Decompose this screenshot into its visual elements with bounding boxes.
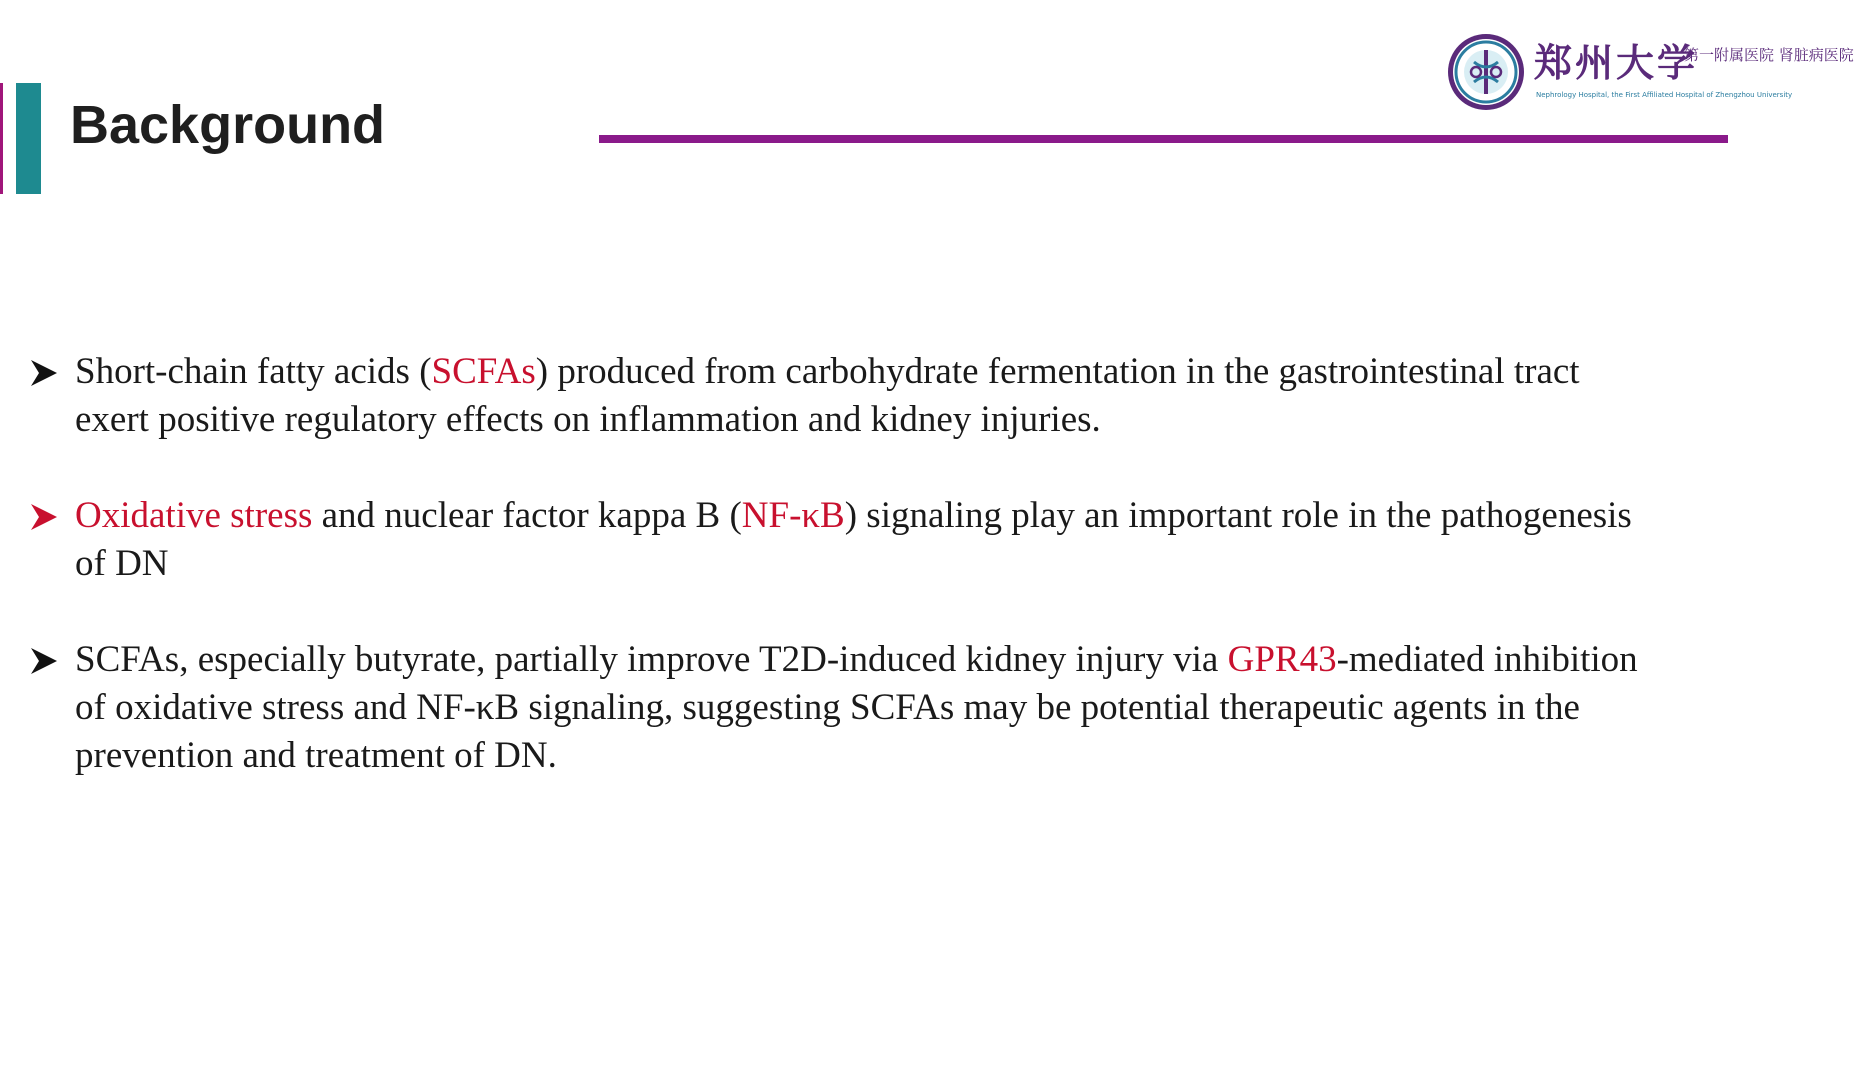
bullet-text: SCFAs, especially butyrate, partially improve T2D-induced kidney injury via bbox=[75, 639, 1228, 680]
bullet-text: -mediated inhibition of oxidative stress and NF-κB signaling, suggesting SCFAs may be potential therapeutic agents in the prevention and treatment of DN. bbox=[75, 639, 1638, 776]
bullet-text: ) produced from carbohydrate fermentation in the gastrointestinal tract exert positive regulatory effects on inflammation and kidney injuries. bbox=[75, 351, 1580, 440]
arrowhead-bullet-icon bbox=[30, 647, 58, 675]
highlighted-term: SCFAs bbox=[431, 351, 536, 392]
highlighted-term: GPR43 bbox=[1227, 639, 1337, 680]
highlighted-term: Oxidative stress bbox=[75, 495, 313, 536]
arrowhead-bullet-icon bbox=[30, 503, 58, 531]
logo-name: 郑州大学 bbox=[1534, 40, 1699, 85]
logo-subtitle: 第一附属医院 肾脏病医院 bbox=[1684, 46, 1854, 64]
bullet-text: and nuclear factor kappa B ( bbox=[312, 495, 742, 536]
logo-subtitle-english: Nephrology Hospital, the First Affiliated Hospital of Zhengzhou University bbox=[1536, 91, 1793, 99]
bullet-text: Short-chain fatty acids ( bbox=[75, 351, 432, 392]
arrowhead-bullet-icon bbox=[30, 359, 58, 387]
bullet-item bbox=[30, 492, 1650, 588]
highlighted-term: NF-κB bbox=[741, 495, 845, 536]
slide-title: Background bbox=[70, 95, 386, 155]
title-accent-bar-magenta bbox=[0, 83, 3, 194]
bullet-list bbox=[30, 348, 1650, 828]
bullet-item bbox=[30, 636, 1650, 780]
bullet-text: ) signaling play an important role in the pathogenesis of DN bbox=[75, 495, 1632, 584]
university-logo bbox=[1446, 30, 1854, 114]
title-rule bbox=[599, 135, 1728, 143]
bullet-item bbox=[30, 348, 1650, 444]
title-accent-bar-teal bbox=[16, 83, 41, 194]
university-emblem-icon bbox=[1446, 32, 1526, 112]
